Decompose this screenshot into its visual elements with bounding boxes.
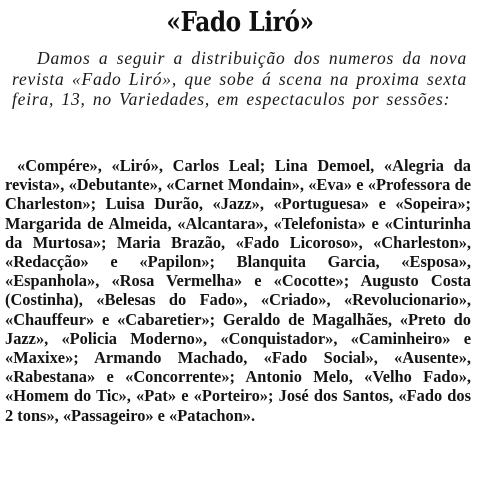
cast-list: «Compére», «Liró», Carlos Leal; Lina Demoel, «Alegria da revista», «Debutante», «Carnet Mondain», «Eva» e «Professora de Charleston»; Luisa Durão, «Jazz», «Portuguesa» e «Sopeira»; Margarida de Almeida, «Alcantara», «Telefonista» e «Cinturinha da Murtosa»; Maria Brazão, «Fado Licoroso», «Charleston», «Redacção» e «Papilon»; Blanquita Garcia, «Esposa», «Espanhola», «Rosa Vermelha» e «Cocotte»; Augusto Costa (Costinha), «Belesas do Fado», «Criado», «Revolucionario», «Chauffeur» e «Cabaretier»; Geraldo de Magalhães, «Preto do Jazz», «Policia Moderno», «Conquistador», «Caminheiro» e «Maxixe»; Armando Machado, «Fado Social», «Ausente», «Rabestana» e «Concorrente»; Antonio Melo, «Velho Fado», «Homem do Tic», «Pat» e «Porteiro»; José dos Santos, «Fado dos 2 tons», «Passageiro» e «Patachon». bbox=[5, 156, 471, 425]
article-title: «Fado Liró» bbox=[166, 7, 314, 38]
article-intro: Damos a seguir a distribuição dos numeros da nova revista «Fado Liró», que sobe á scena na proxima sexta feira, 13, no Variedades, em espectaculos por sessões: bbox=[12, 48, 467, 109]
